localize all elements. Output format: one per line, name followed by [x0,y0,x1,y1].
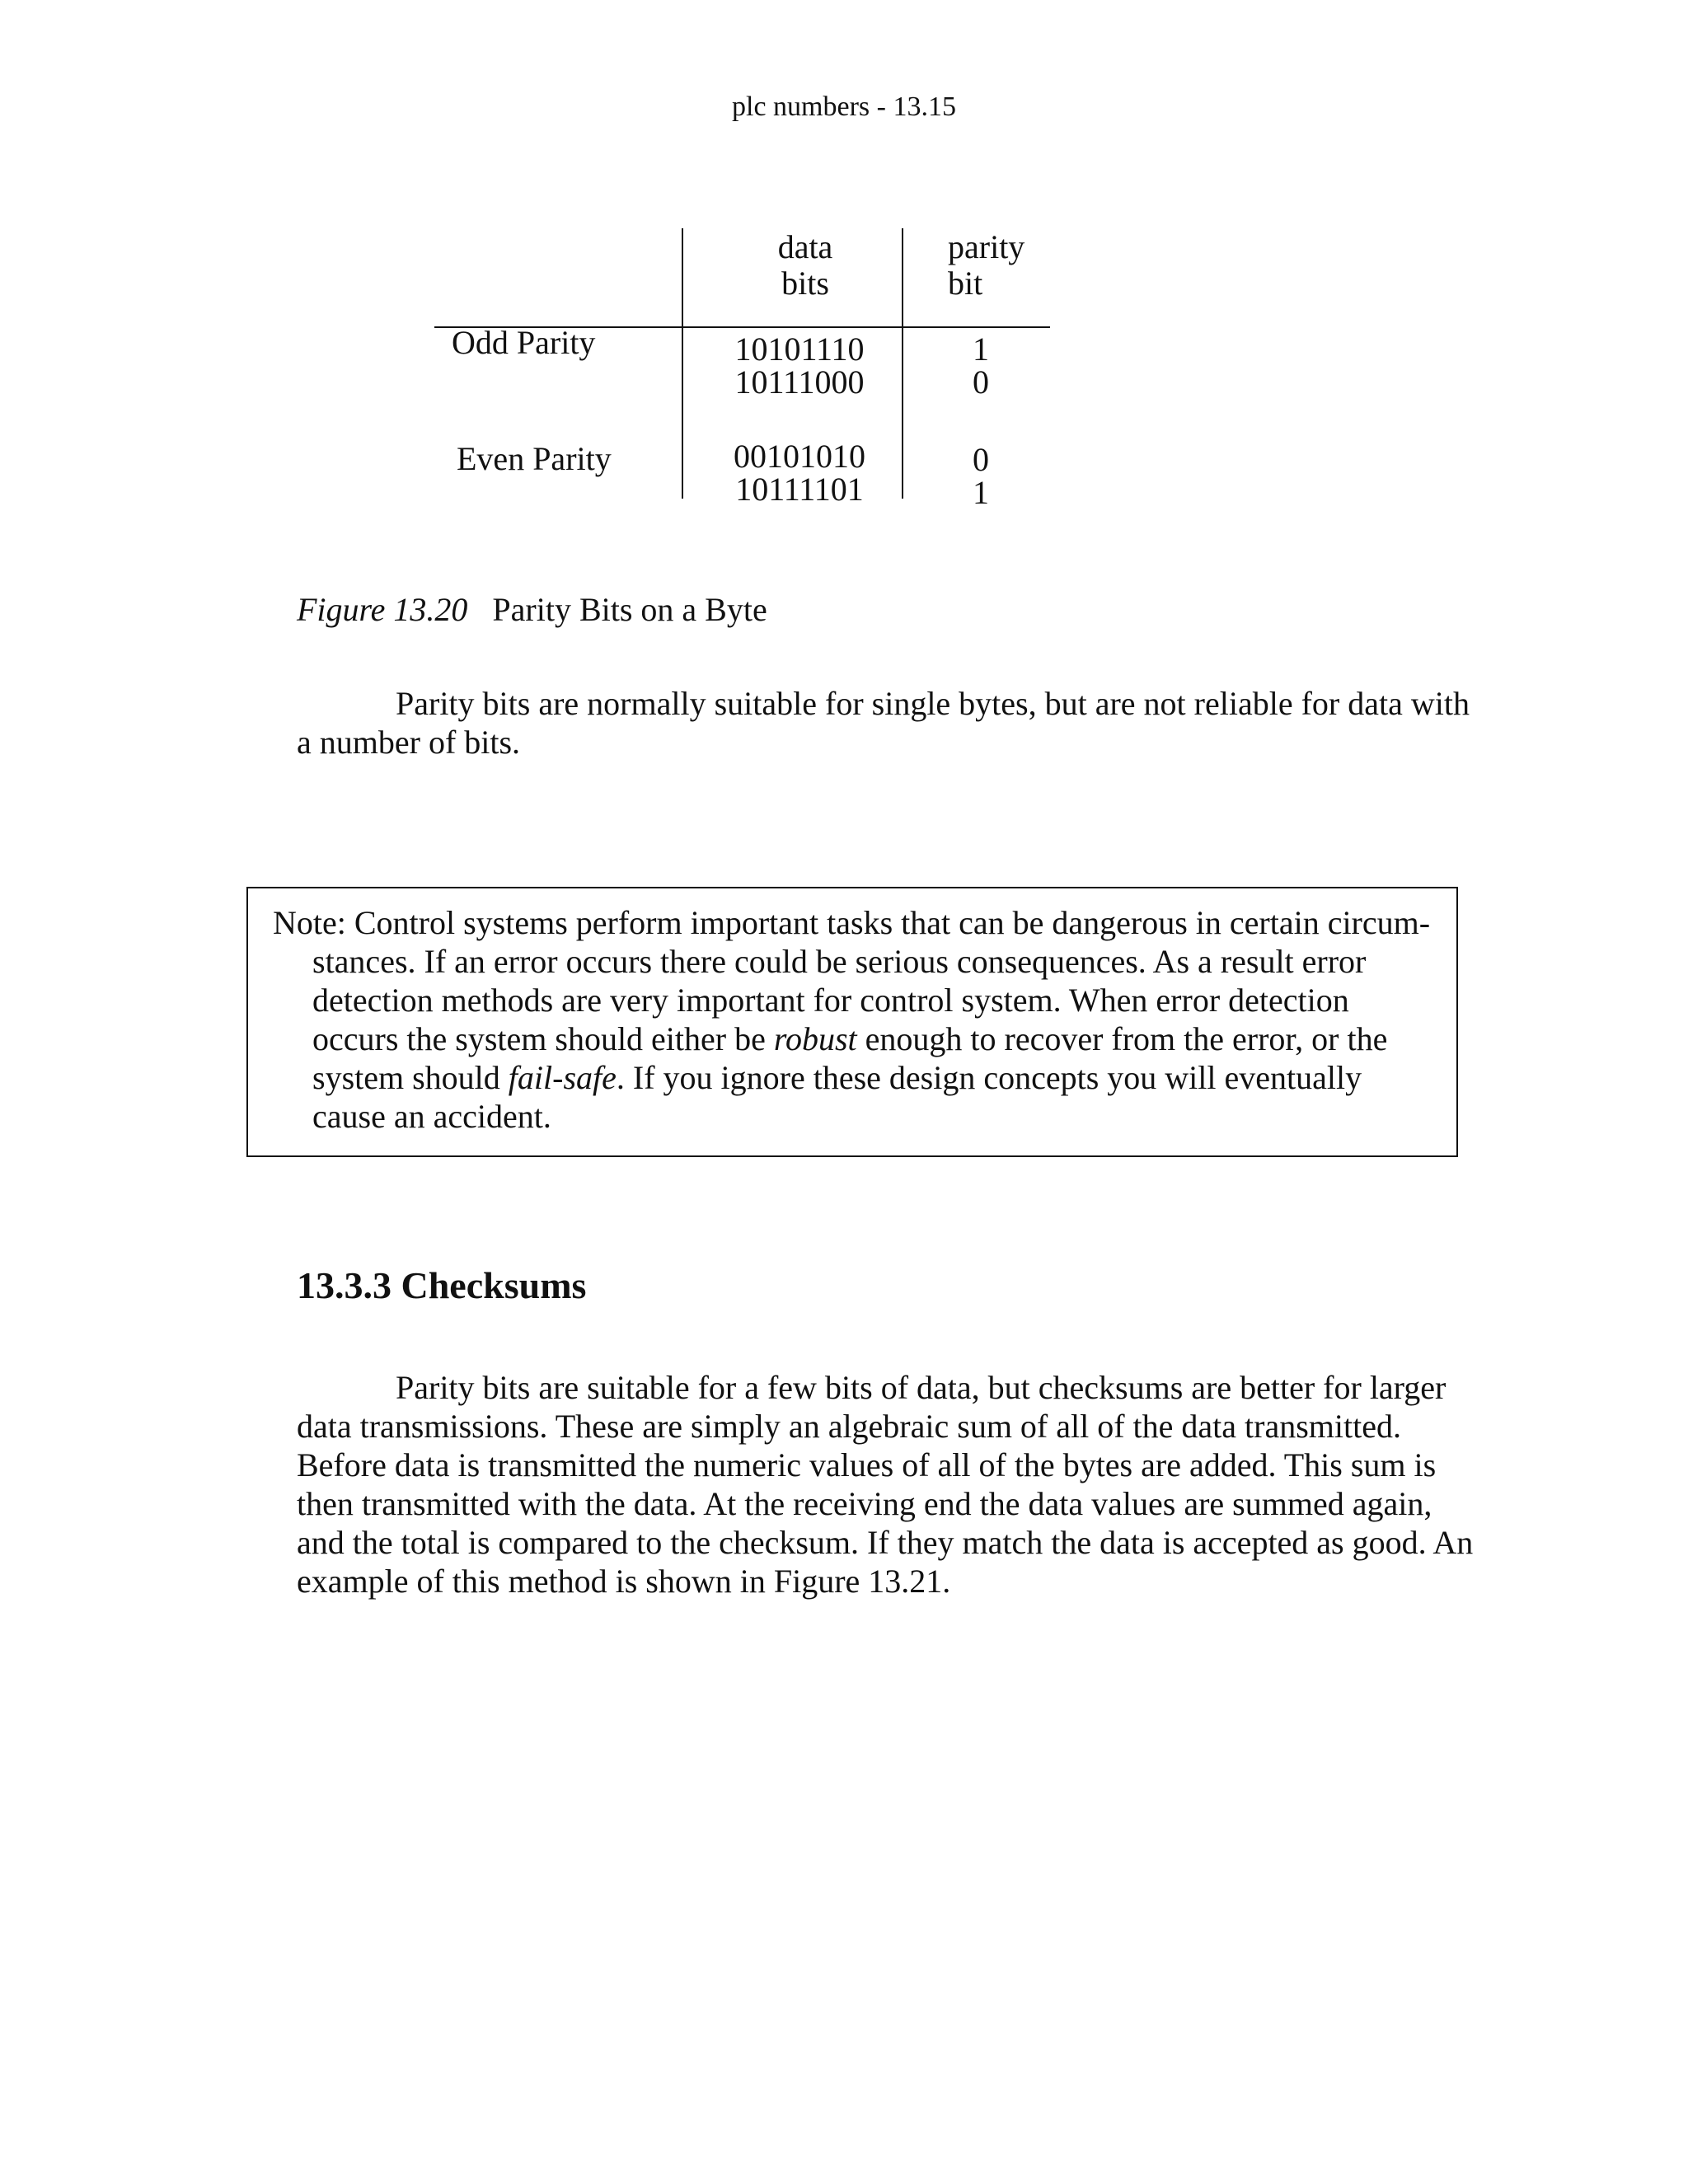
figure-caption [297,589,767,630]
paragraph-checksums: Parity bits are suitable for a few bits of data, but checksums are better for larger data transmissions. These are simply an algebraic sum of all of the data transmitted. Before data is transmitted the numeric values of all of the bytes are added. This sum is then transmitted with the data. At the receiving end the data values are summed again, and the total is compared to the checksum. If they match the data is accepted as good. An example of this method is shown in Figure 13.21. [297,1369,1474,1600]
figure-number: Figure 13.20 [297,591,468,628]
odd-parity-label: Odd Parity [452,324,596,361]
note-emphasis-fail-safe: fail-safe [508,1059,617,1096]
parity-bit-header-line2: bit [948,265,983,302]
odd-parity-data-row-1: 10101110 [734,330,865,368]
even-parity-data-row-1: 00101010 [734,438,865,475]
table-rule-vertical-right [902,228,903,499]
odd-parity-bit-row-2: 0 [973,363,989,401]
note-emphasis-robust: robust [773,1020,857,1057]
even-parity-data-row-2: 10111101 [735,471,864,508]
data-bits-header-line1: data [777,228,833,265]
paragraph-parity-suitability: Parity bits are normally suitable for single bytes, but are not reliable for data with a number of bits. [297,685,1470,761]
table-rule-vertical-left [682,228,683,499]
even-parity-label: Even Parity [457,440,612,477]
odd-parity-bit-row-1: 1 [973,330,989,368]
note-text-part-1: Note: Control systems perform important tasks that can be dangerous in certain circumstances. If an error occurs there could be serious consequences. As a result error detection methods are very important for control system. When error detection occurs the system should either be [273,904,1431,1057]
section-heading-checksums: 13.3.3 Checksums [297,1264,587,1306]
parity-bits-figure [0,0,1688,577]
even-parity-bit-row-1: 0 [973,441,989,478]
figure-title: Parity Bits on a Byte [492,591,767,628]
parity-bit-header-line1: parity [948,228,1025,265]
even-parity-bit-row-2: 1 [973,474,989,511]
running-header: plc numbers - 13.15 [732,91,956,122]
note-box [246,887,1458,1157]
note-text-part-2: enough to recover from the error, or the system should [312,1020,1388,1096]
note-text [273,903,1432,1136]
data-bits-header-line2: bits [781,265,829,302]
odd-parity-data-row-2: 10111000 [734,363,865,401]
note-text-part-3: . If you ignore these design concepts you will eventually cause an accident. [312,1059,1362,1135]
